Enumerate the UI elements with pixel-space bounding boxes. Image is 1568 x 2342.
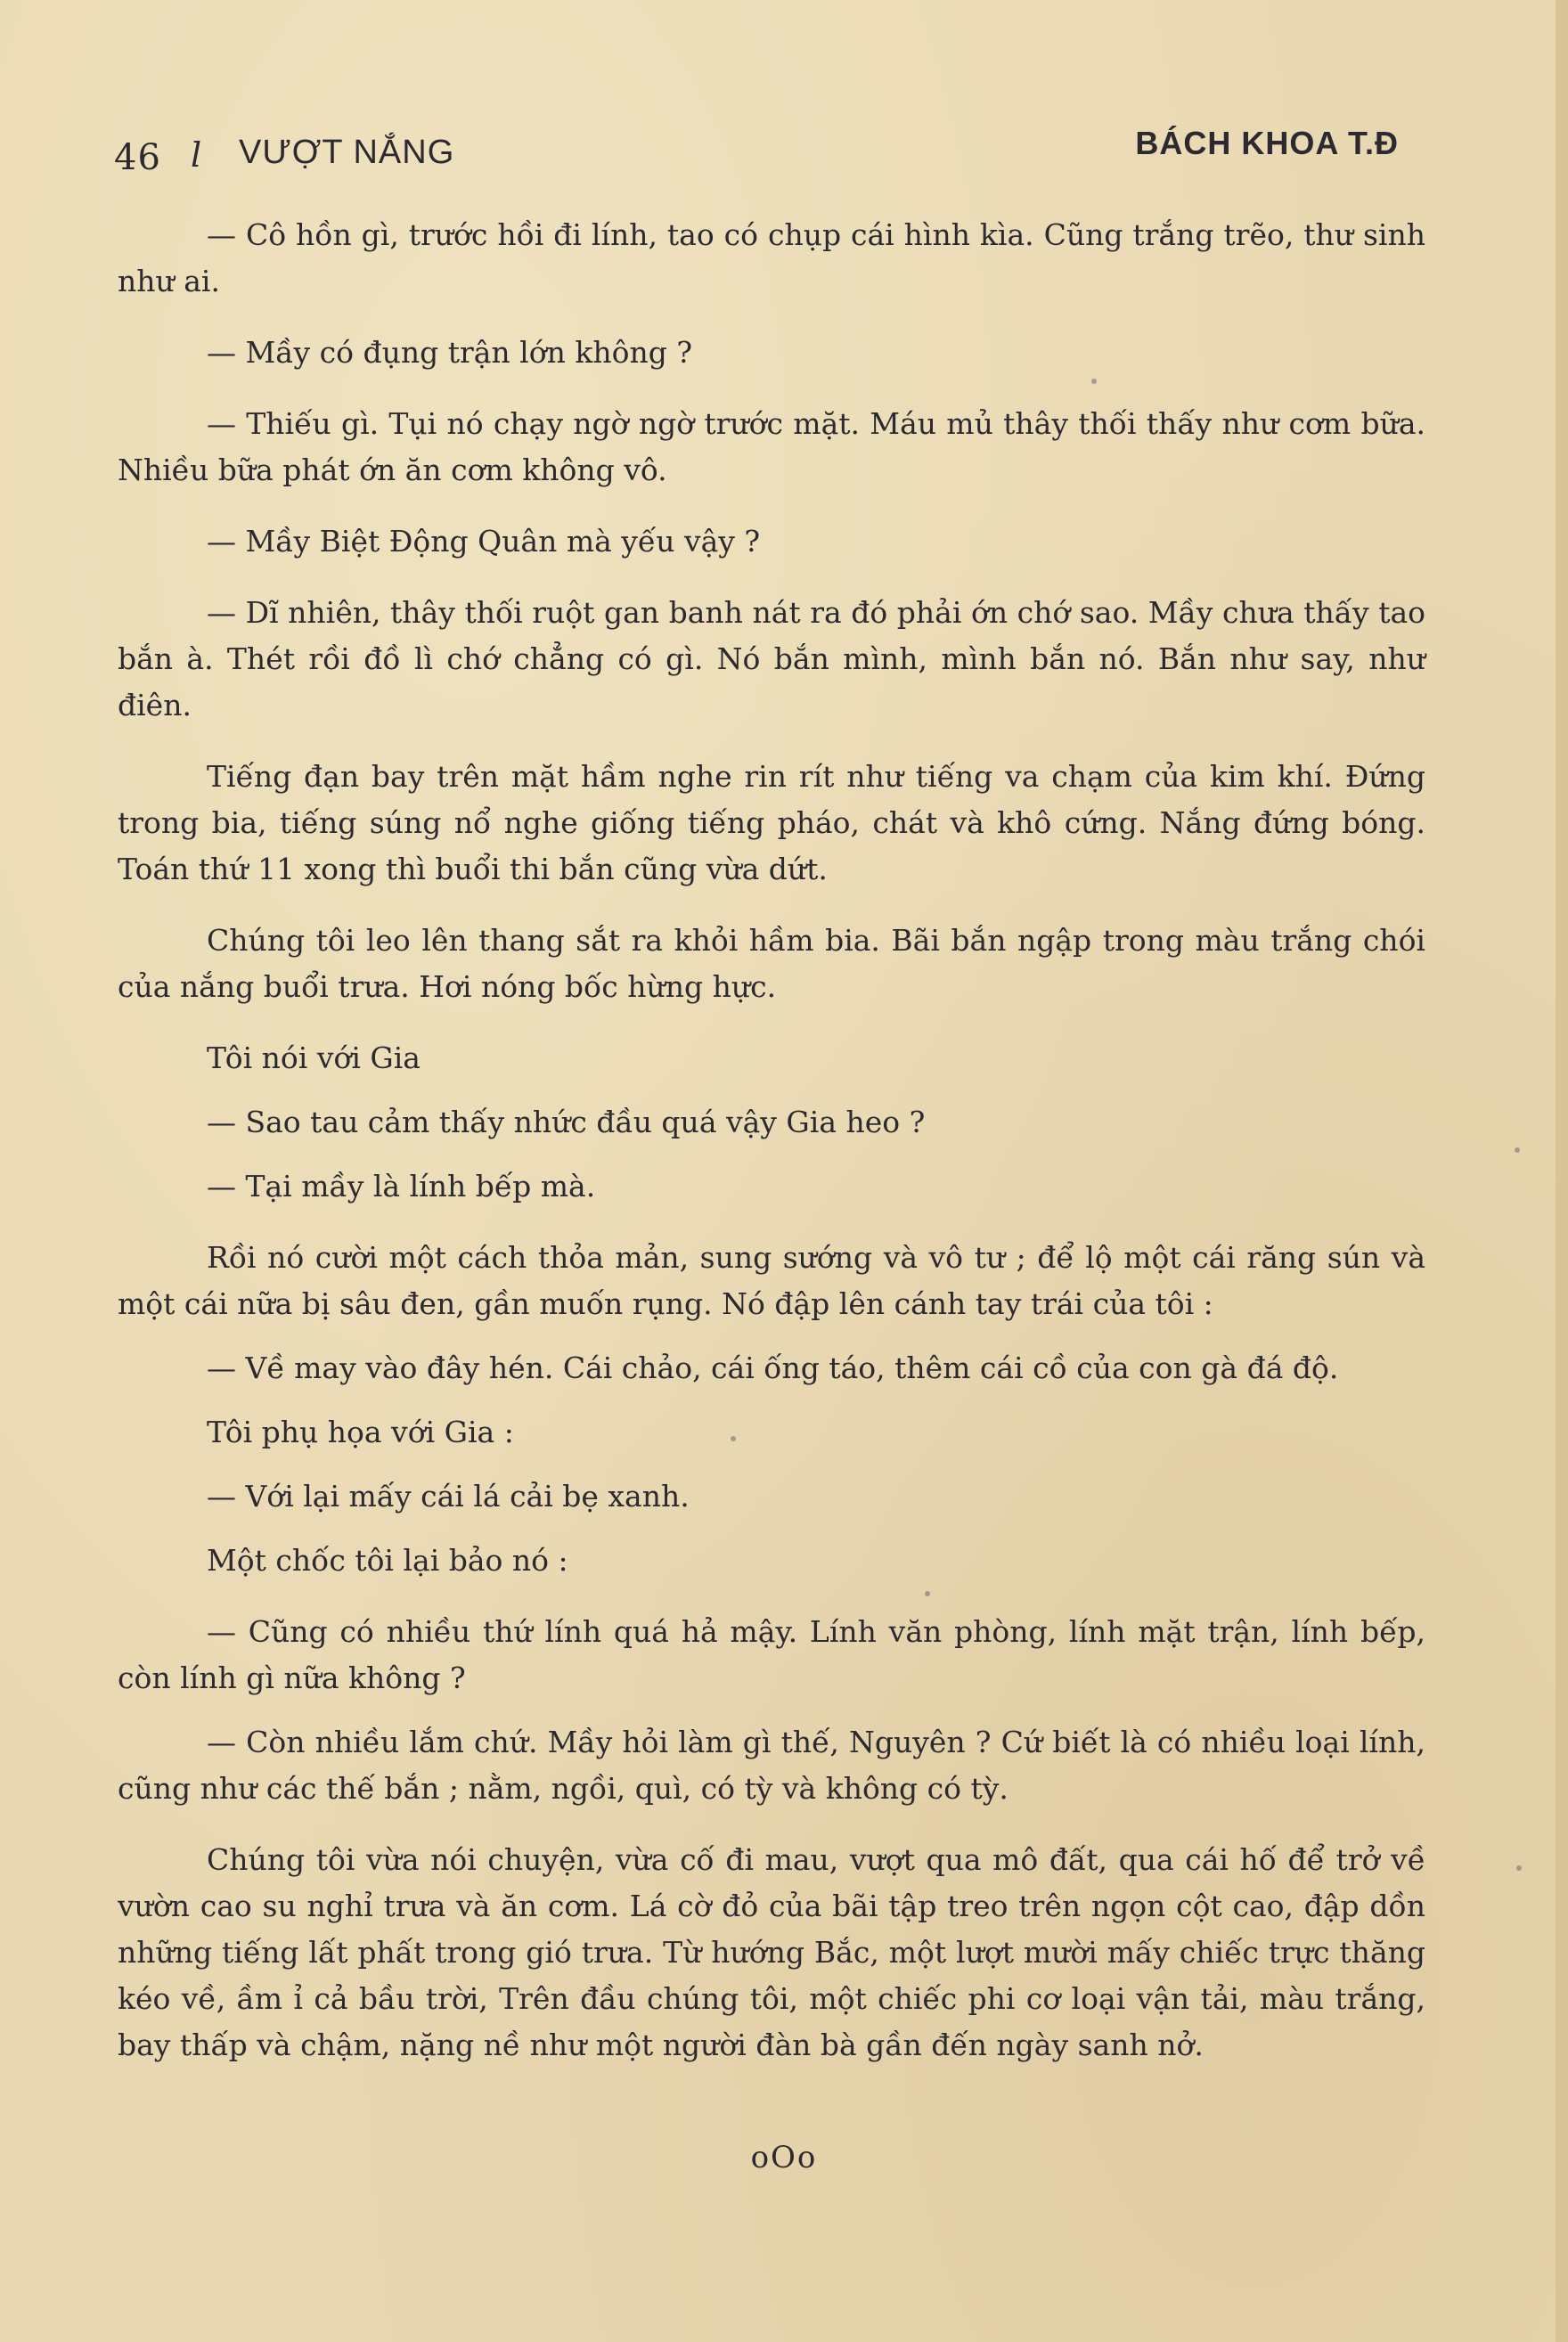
paragraph: — Thiếu gì. Tụi nó chạy ngờ ngờ trước mặt. Máu mủ thây thối thấy như cơm bữa. Nhiều bữa phát ớn ăn cơm không vô. (118, 406, 1425, 487)
paragraph: Tôi phụ họa với Gia : (207, 1415, 514, 1449)
page-body (118, 212, 1425, 2069)
paragraph: Tiếng đạn bay trên mặt hầm nghe rin rít như tiếng va chạm của kim khí. Đứng trong bia, tiếng súng nổ nghe giống tiếng pháo, chát và khô cứng. Nắng đứng bóng. Toán thứ 11 xong thì buổi thi bắn cũng vừa dứt. (118, 759, 1425, 886)
story-title: VƯỢT NẮNG (239, 134, 455, 171)
header-separator: l (191, 135, 202, 175)
paragraph: — Mầy Biệt Động Quân mà yếu vậy ? (207, 524, 761, 559)
paragraph: — Mầy có đụng trận lớn không ? (207, 335, 693, 370)
paragraph: — Còn nhiều lắm chứ. Mầy hỏi làm gì thế, Nguyên ? Cứ biết là có nhiều loại lính, cũng như các thế bắn ; nằm, ngồi, quì, có tỳ và không có tỳ. (118, 1725, 1425, 1806)
paragraph: — Cũng có nhiều thứ lính quá hả mậy. Lính văn phòng, lính mặt trận, lính bếp, còn lính gì nữa không ? (118, 1614, 1425, 1695)
paper-speck (1091, 379, 1097, 384)
paragraph: — Về may vào đây hén. Cái chảo, cái ống táo, thêm cái cồ của con gà đá độ. (207, 1351, 1339, 1385)
paragraph: — Sao tau cảm thấy nhức đầu quá vậy Gia heo ? (207, 1105, 926, 1139)
paper-speck (731, 1436, 736, 1441)
magazine-running-head: BÁCH KHOA T.Đ (1135, 125, 1399, 161)
page-number: 46 (114, 137, 161, 178)
paper-speck (1515, 1147, 1520, 1153)
paragraph: — Với lại mấy cái lá cải bẹ xanh. (207, 1479, 690, 1514)
paper-speck (925, 1591, 930, 1596)
paragraph: Chúng tôi leo lên thang sắt ra khỏi hầm bia. Bãi bắn ngập trong màu trắng chói của nắng buổi trưa. Hơi nóng bốc hừng hực. (118, 923, 1425, 1004)
paragraph: Chúng tôi vừa nói chuyện, vừa cố đi mau, vượt qua mô đất, qua cái hố để trở về vườn cao su nghỉ trưa và ăn cơm. Lá cờ đỏ của bãi tập treo trên ngọn cột cao, đập dồn những tiếng lất phất trong gió trưa. Từ hướng Bắc, một lượt mười mấy chiếc trực thăng kéo về, ầm ỉ cả bầu trời, Trên đầu chúng tôi, một chiếc phi cơ loại vận tải, màu trắng, bay thấp và chậm, nặng nề như một người đàn bà gần đến ngày sanh nở. (118, 1842, 1425, 2062)
section-end-mark: oOo (750, 2140, 818, 2175)
paper-speck (1516, 1865, 1522, 1871)
paragraph: Một chốc tôi lại bảo nó : (207, 1543, 568, 1578)
paragraph: Rồi nó cười một cách thỏa mản, sung sướng và vô tư ; để lộ một cái răng sún và một cái nữa bị sâu đen, gần muốn rụng. Nó đập lên cánh tay trái của tôi : (118, 1240, 1425, 1321)
paragraph: Tôi nói với Gia (207, 1040, 421, 1075)
paragraph: — Tại mầy là lính bếp mà. (207, 1169, 596, 1204)
page-header (114, 125, 1399, 187)
paragraph: — Cô hồn gì, trước hồi đi lính, tao có chụp cái hình kìa. Cũng trắng trẽo, thư sinh như ai. (118, 217, 1425, 298)
paragraph: — Dĩ nhiên, thây thối ruột gan banh nát ra đó phải ớn chớ sao. Mầy chưa thấy tao bắn à. Thét rồi đồ lì chớ chẳng có gì. Nó bắn mình, mình bắn nó. Bắn như say, như điên. (118, 595, 1425, 722)
